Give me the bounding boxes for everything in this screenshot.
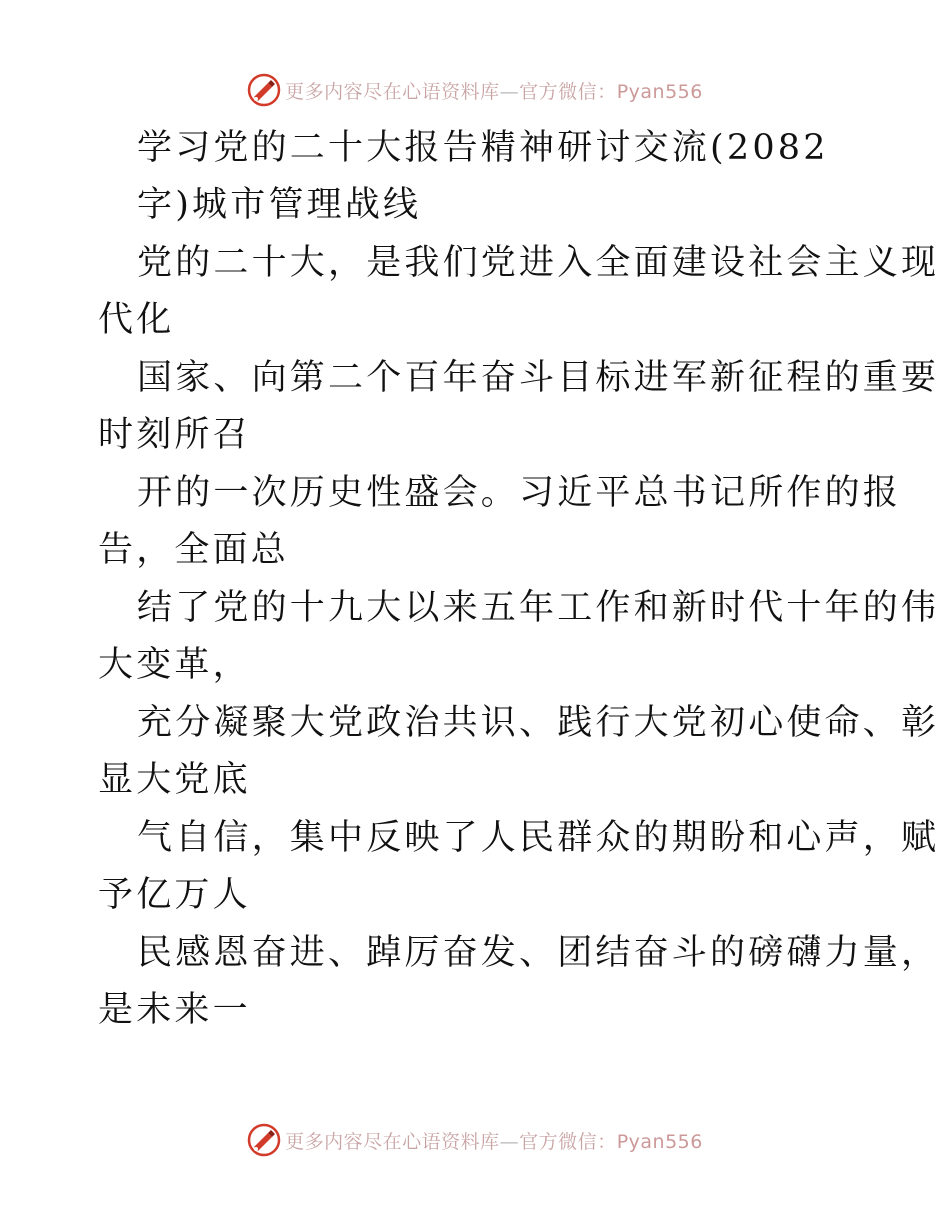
watermark-dash: — <box>499 1130 520 1153</box>
watermark-dash: — <box>499 80 520 103</box>
text-line: 开的一次历史性盛会。习近平总书记所作的报 <box>137 473 902 513</box>
watermark-prefix: 更多内容尽在心语资料库 <box>285 80 500 103</box>
watermark-text <box>285 1127 703 1154</box>
watermark-wechat-id: Pyan556 <box>616 1130 703 1153</box>
text-line: 显大党底 <box>98 760 251 800</box>
text-line: 大变革， <box>98 645 251 685</box>
text-line: 是未来一 <box>98 990 251 1030</box>
text-line: 气自信，集中反映了人民群众的期盼和心声，赋 <box>137 818 940 858</box>
text-line: 予亿万人 <box>98 875 251 915</box>
text-line: 民感恩奋进、踔厉奋发、团结奋斗的磅礴力量， <box>137 933 940 973</box>
text-line: 时刻所召 <box>98 415 251 455</box>
text-line: 充分凝聚大党政治共识、践行大党初心使命、彰 <box>137 703 940 743</box>
watermark-banner-bottom <box>0 1120 950 1160</box>
text-line: 告，全面总 <box>98 530 290 570</box>
watermark-middle: 官方微信： <box>519 80 617 103</box>
text-line: 结了党的十九大以来五年工作和新时代十年的伟 <box>137 588 940 628</box>
watermark-wechat-id: Pyan556 <box>616 80 703 103</box>
text-line: 党的二十大，是我们党进入全面建设社会主义现 <box>137 243 940 283</box>
watermark-prefix: 更多内容尽在心语资料库 <box>285 1130 500 1153</box>
text-line: 代化 <box>98 300 175 340</box>
watermark-middle: 官方微信： <box>519 1130 617 1153</box>
pen-logo-icon <box>247 1123 281 1157</box>
text-line: 学习党的二十大报告精神研讨交流(2082 <box>137 128 829 168</box>
text-line: 字)城市管理战线 <box>137 185 422 225</box>
text-line: 国家、向第二个百年奋斗目标进军新征程的重要 <box>137 358 940 398</box>
